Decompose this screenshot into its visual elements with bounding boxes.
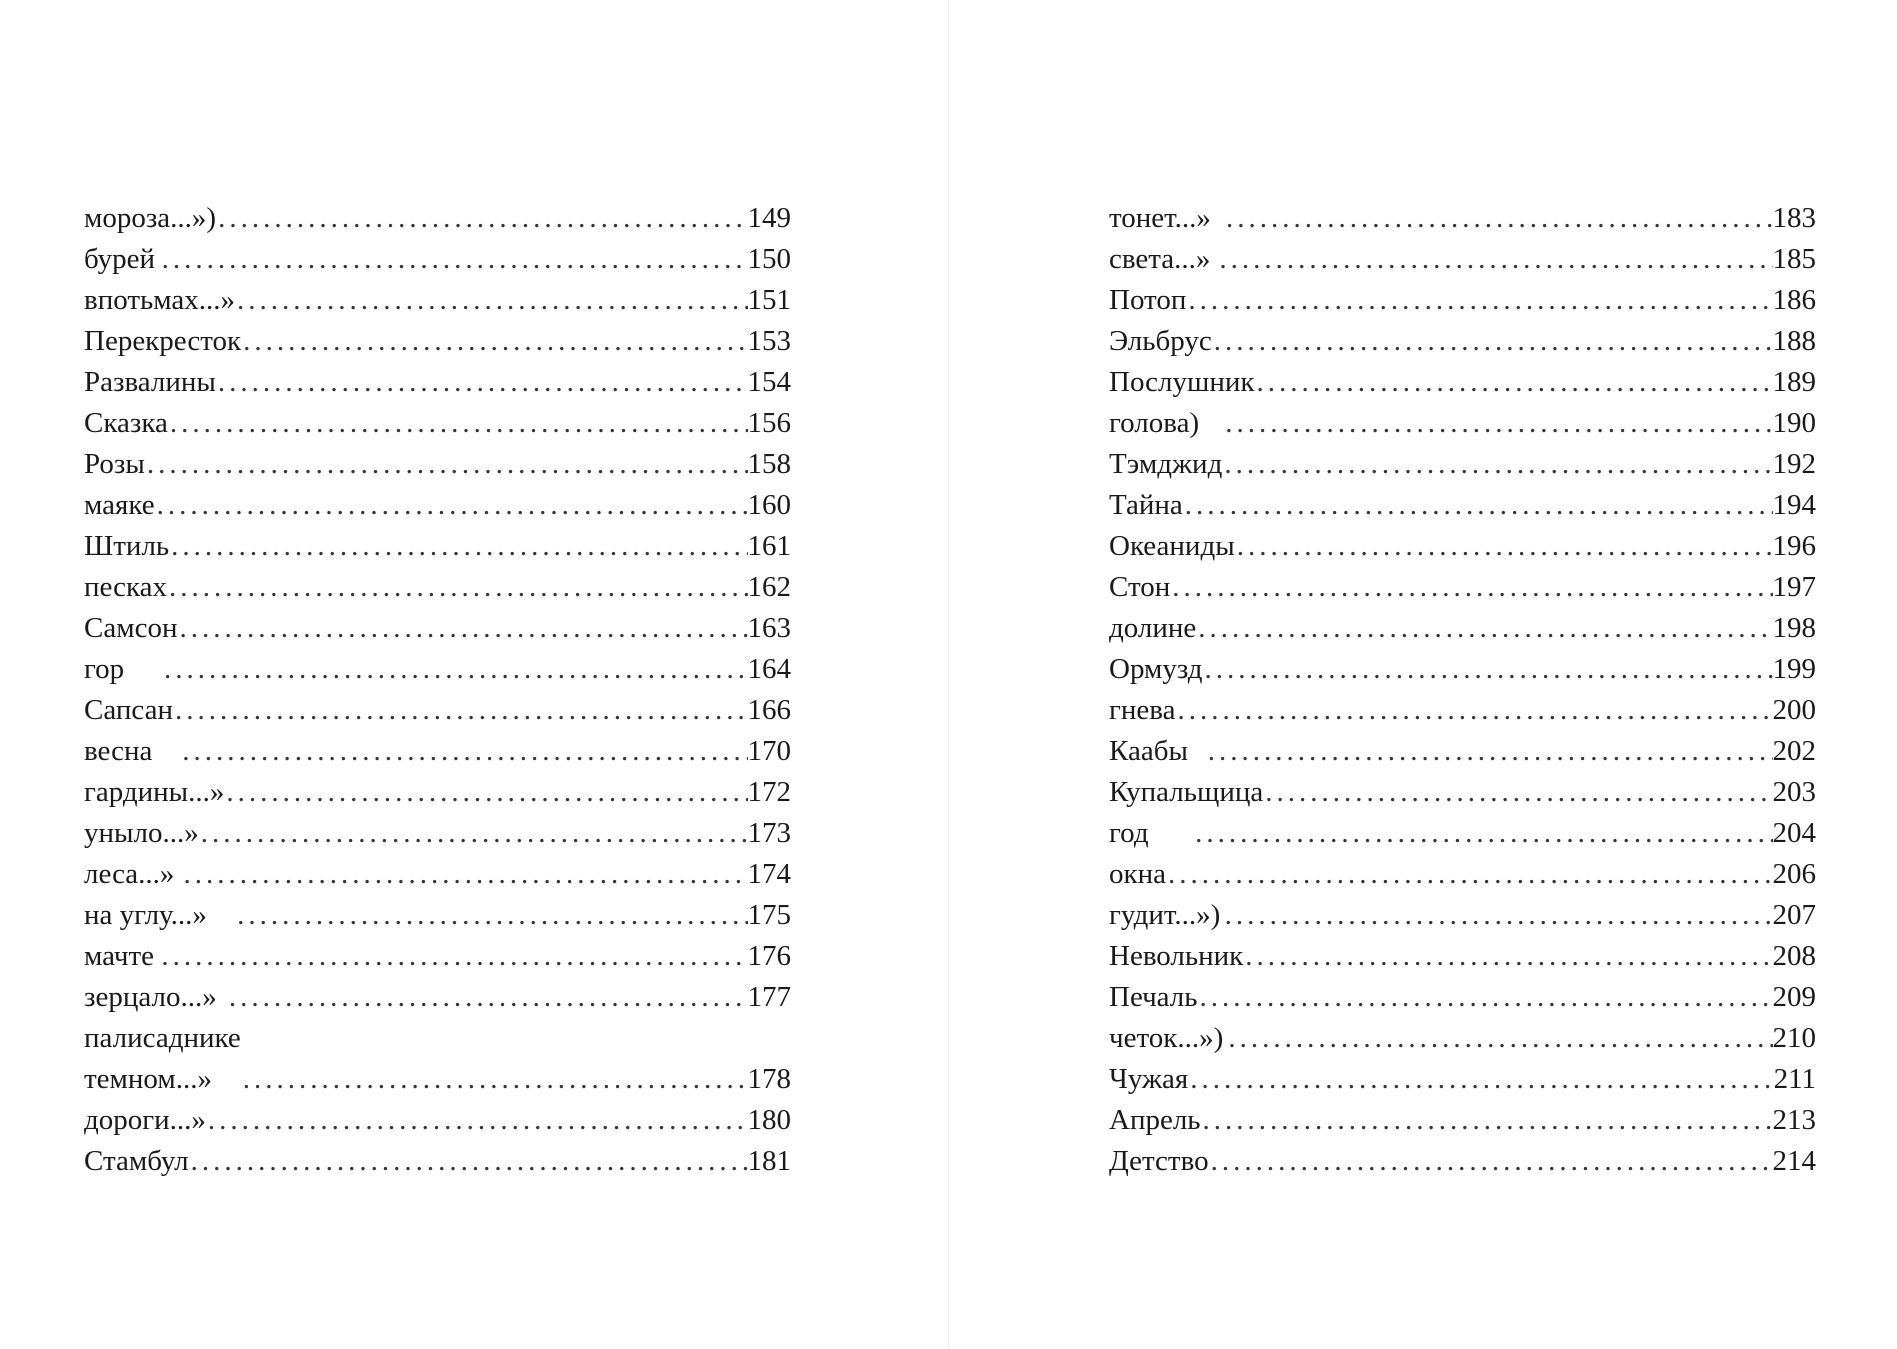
toc-entry-page-number: 151 xyxy=(747,284,791,316)
dot-leader xyxy=(1188,1059,1773,1100)
toc-entry-page-number: 196 xyxy=(1772,530,1816,562)
dot-leader xyxy=(155,485,748,526)
toc-entry-page-number: 209 xyxy=(1772,981,1816,1013)
toc-entry-title: Перекресток xyxy=(84,325,242,357)
toc-entry-page-number: 172 xyxy=(747,776,791,808)
dot-leader xyxy=(1235,526,1773,567)
toc-entry-page-number: 177 xyxy=(747,981,791,1013)
toc-entry-title: Каабы xyxy=(1109,735,1188,767)
dot-leader xyxy=(1223,403,1772,444)
dot-leader xyxy=(241,321,747,362)
toc-entry-title: Стамбул xyxy=(84,1145,189,1177)
toc-entry-title: Потоп xyxy=(1109,284,1187,316)
toc-entry-page-number: 189 xyxy=(1772,366,1816,398)
toc-entry-page-number: 198 xyxy=(1772,612,1816,644)
dot-leader xyxy=(1222,444,1772,485)
toc-entry-page-number: 170 xyxy=(747,735,791,767)
dot-leader xyxy=(1201,1100,1773,1141)
toc-entry-page-number: 175 xyxy=(747,899,791,931)
toc-entry-title: Детство xyxy=(1109,1145,1209,1177)
right-page xyxy=(949,0,1897,1349)
toc-entry-page-number: 192 xyxy=(1772,448,1816,480)
dot-leader xyxy=(1183,485,1773,526)
toc-entry-page-number: 181 xyxy=(747,1145,791,1177)
toc-entry-page-number: 203 xyxy=(1772,776,1816,808)
toc-entry xyxy=(84,1018,791,1100)
toc-entry-title: бурей xyxy=(84,243,156,275)
toc-entry xyxy=(84,731,791,772)
dot-leader xyxy=(162,649,748,690)
toc-entry-title: Печаль xyxy=(1109,981,1198,1013)
toc-entry-title: Купальщица xyxy=(1109,776,1264,808)
toc-entry-title: Чужая xyxy=(1109,1063,1189,1095)
toc-entry xyxy=(1109,280,1816,321)
dot-leader xyxy=(224,772,747,813)
toc-entry-title: тонет...» xyxy=(1109,202,1211,234)
toc-entry-page-number: 154 xyxy=(747,366,791,398)
dot-leader xyxy=(177,608,747,649)
dot-leader xyxy=(159,936,747,977)
toc-entry xyxy=(1109,567,1816,608)
toc-entry-page-number: 153 xyxy=(747,325,791,357)
toc-entry xyxy=(1109,321,1816,362)
toc-entry xyxy=(84,936,791,977)
toc-entry xyxy=(1109,731,1816,772)
toc-entry-page-number: 188 xyxy=(1772,325,1816,357)
toc-entry-page-number: 178 xyxy=(747,1063,791,1095)
toc-entry-page-number: 150 xyxy=(747,243,791,275)
toc-entry-title: мачте xyxy=(84,940,154,972)
toc-entry-title: на углу...» xyxy=(84,899,207,931)
toc-entry xyxy=(1109,526,1816,567)
dot-leader xyxy=(199,813,748,854)
dot-leader xyxy=(1212,321,1773,362)
toc-entry-title: палисаднике темном...» xyxy=(84,1022,241,1095)
toc-entry-page-number: 183 xyxy=(1772,202,1816,234)
toc-entry-title: Тайна xyxy=(1109,489,1183,521)
toc-entry xyxy=(84,813,791,854)
toc-entry-page-number: 211 xyxy=(1773,1063,1816,1095)
toc-entry-title: Развалины xyxy=(84,366,216,398)
dot-leader xyxy=(1203,649,1773,690)
toc-entry xyxy=(84,1100,791,1141)
dot-leader xyxy=(1263,772,1772,813)
toc-entry-title: Ормузд xyxy=(1109,653,1203,685)
toc-entry xyxy=(1109,936,1816,977)
toc-entry-page-number: 199 xyxy=(1772,653,1816,685)
toc-entry-page-number: 194 xyxy=(1772,489,1816,521)
toc-entry xyxy=(84,444,791,485)
toc-entry-title: гнева xyxy=(1109,694,1176,726)
toc-entry xyxy=(84,403,791,444)
dot-leader xyxy=(206,1100,748,1141)
toc-entry-title: долине xyxy=(1109,612,1197,644)
toc-entry-title: окна xyxy=(1109,858,1166,890)
toc-entry-page-number: 190 xyxy=(1772,407,1816,439)
toc-entry-title: гудит...») xyxy=(1109,899,1221,931)
toc-entry xyxy=(1109,1141,1816,1182)
dot-leader xyxy=(1217,239,1772,280)
toc-entry-page-number: 164 xyxy=(747,653,791,685)
toc-entry-page-number: 208 xyxy=(1772,940,1816,972)
dot-leader xyxy=(227,977,748,1018)
toc-entry-title: голова) xyxy=(1109,407,1200,439)
toc-entry-title: впотьмах...» xyxy=(84,284,236,316)
toc-entry xyxy=(1109,895,1816,936)
toc-entry-title: Стон xyxy=(1109,571,1171,603)
dot-leader xyxy=(1170,567,1772,608)
toc-entry-page-number: 158 xyxy=(747,448,791,480)
toc-entry-page-number: 160 xyxy=(747,489,791,521)
dot-leader xyxy=(1196,608,1772,649)
dot-leader xyxy=(1226,1018,1772,1059)
toc-entry-page-number: 166 xyxy=(747,694,791,726)
toc-entry xyxy=(84,977,791,1018)
dot-leader xyxy=(180,731,747,772)
toc-entry-page-number: 213 xyxy=(1772,1104,1816,1136)
dot-leader xyxy=(189,1141,748,1182)
dot-leader xyxy=(1243,936,1772,977)
toc-entry-page-number: 214 xyxy=(1772,1145,1816,1177)
dot-leader xyxy=(216,198,747,239)
toc-entry xyxy=(84,1141,791,1182)
dot-leader xyxy=(1209,1141,1773,1182)
toc-entry xyxy=(84,895,791,936)
dot-leader xyxy=(1206,731,1773,772)
toc-entry-page-number: 200 xyxy=(1772,694,1816,726)
toc-entry xyxy=(1109,977,1816,1018)
toc-entry-title: мороза...») xyxy=(84,202,217,234)
table-of-contents-left xyxy=(84,198,791,1182)
toc-entry xyxy=(84,608,791,649)
toc-entry xyxy=(1109,854,1816,895)
toc-entry-page-number: 163 xyxy=(747,612,791,644)
toc-entry xyxy=(1109,1059,1816,1100)
dot-leader xyxy=(167,567,747,608)
toc-entry-title: Сказка xyxy=(84,407,168,439)
toc-entry-title: Океаниды xyxy=(1109,530,1235,562)
dot-leader xyxy=(1166,854,1773,895)
toc-entry-title: четок...») xyxy=(1109,1022,1224,1054)
toc-entry xyxy=(1109,690,1816,731)
toc-entry xyxy=(84,198,791,239)
dot-leader xyxy=(182,854,748,895)
dot-leader xyxy=(235,280,748,321)
toc-entry-page-number: 185 xyxy=(1772,243,1816,275)
toc-entry-title: Эльбрус xyxy=(1109,325,1212,357)
toc-entry xyxy=(84,321,791,362)
toc-entry xyxy=(1109,239,1816,280)
toc-entry xyxy=(1109,362,1816,403)
toc-entry-page-number: 206 xyxy=(1772,858,1816,890)
toc-entry-title: Самсон xyxy=(84,612,178,644)
dot-leader xyxy=(1224,198,1772,239)
toc-entry-title: Невольник xyxy=(1109,940,1244,972)
toc-entry xyxy=(84,772,791,813)
dot-leader xyxy=(169,526,747,567)
toc-entry-page-number: 207 xyxy=(1772,899,1816,931)
toc-entry-title: света...» xyxy=(1109,243,1211,275)
dot-leader xyxy=(160,239,748,280)
dot-leader xyxy=(241,1059,748,1100)
dot-leader xyxy=(216,362,748,403)
toc-entry-page-number: 210 xyxy=(1772,1022,1816,1054)
toc-entry-page-number: 173 xyxy=(747,817,791,849)
toc-entry-page-number: 202 xyxy=(1772,735,1816,767)
toc-entry-title: леса...» xyxy=(84,858,175,890)
toc-entry-title: гардины...» xyxy=(84,776,225,808)
dot-leader xyxy=(1254,362,1772,403)
toc-entry xyxy=(84,854,791,895)
toc-entry-title: маяке xyxy=(84,489,155,521)
toc-entry-title: уныло...» xyxy=(84,817,199,849)
toc-entry-page-number: 180 xyxy=(747,1104,791,1136)
toc-entry xyxy=(1109,485,1816,526)
toc-entry xyxy=(1109,772,1816,813)
toc-entry-title: дороги...» xyxy=(84,1104,206,1136)
toc-entry xyxy=(1109,198,1816,239)
toc-entry-title: Штиль xyxy=(84,530,170,562)
toc-entry-page-number: 161 xyxy=(747,530,791,562)
toc-entry-page-number: 156 xyxy=(747,407,791,439)
dot-leader xyxy=(1223,895,1773,936)
toc-entry-page-number: 162 xyxy=(747,571,791,603)
toc-entry-page-number: 186 xyxy=(1772,284,1816,316)
dot-leader xyxy=(168,403,748,444)
toc-entry-title: весна xyxy=(84,735,153,767)
dot-leader xyxy=(1193,813,1772,854)
toc-entry-page-number: 204 xyxy=(1772,817,1816,849)
dot-leader xyxy=(1175,690,1772,731)
toc-entry-title: Послушник xyxy=(1109,366,1255,398)
dot-leader xyxy=(1198,977,1773,1018)
toc-entry-title: зерцало...» xyxy=(84,981,217,1013)
toc-entry xyxy=(1109,1100,1816,1141)
toc-entry xyxy=(1109,1018,1816,1059)
toc-entry xyxy=(84,649,791,690)
toc-entry-title: песках xyxy=(84,571,168,603)
toc-entry xyxy=(1109,608,1816,649)
toc-entry xyxy=(1109,403,1816,444)
toc-entry-title: гор xyxy=(84,653,125,685)
table-of-contents-right xyxy=(1109,198,1816,1182)
left-page xyxy=(0,0,948,1349)
toc-entry xyxy=(84,485,791,526)
toc-entry xyxy=(1109,444,1816,485)
toc-entry-title: Апрель xyxy=(1109,1104,1201,1136)
toc-entry-title: Сапсан xyxy=(84,694,173,726)
toc-entry xyxy=(84,280,791,321)
toc-entry xyxy=(84,239,791,280)
toc-entry xyxy=(84,690,791,731)
toc-entry-page-number: 176 xyxy=(747,940,791,972)
toc-entry xyxy=(1109,813,1816,854)
toc-entry-title: год xyxy=(1109,817,1149,849)
toc-entry xyxy=(84,567,791,608)
dot-leader xyxy=(1186,280,1772,321)
toc-entry xyxy=(84,526,791,567)
toc-entry-page-number: 197 xyxy=(1772,571,1816,603)
toc-entry xyxy=(1109,649,1816,690)
toc-entry xyxy=(84,362,791,403)
dot-leader xyxy=(235,895,747,936)
toc-entry-page-number: 174 xyxy=(747,858,791,890)
toc-entry-title: Тэмджид xyxy=(1109,448,1223,480)
dot-leader xyxy=(145,444,748,485)
toc-entry-title: Розы xyxy=(84,448,145,480)
toc-entry-page-number: 149 xyxy=(747,202,791,234)
dot-leader xyxy=(173,690,748,731)
